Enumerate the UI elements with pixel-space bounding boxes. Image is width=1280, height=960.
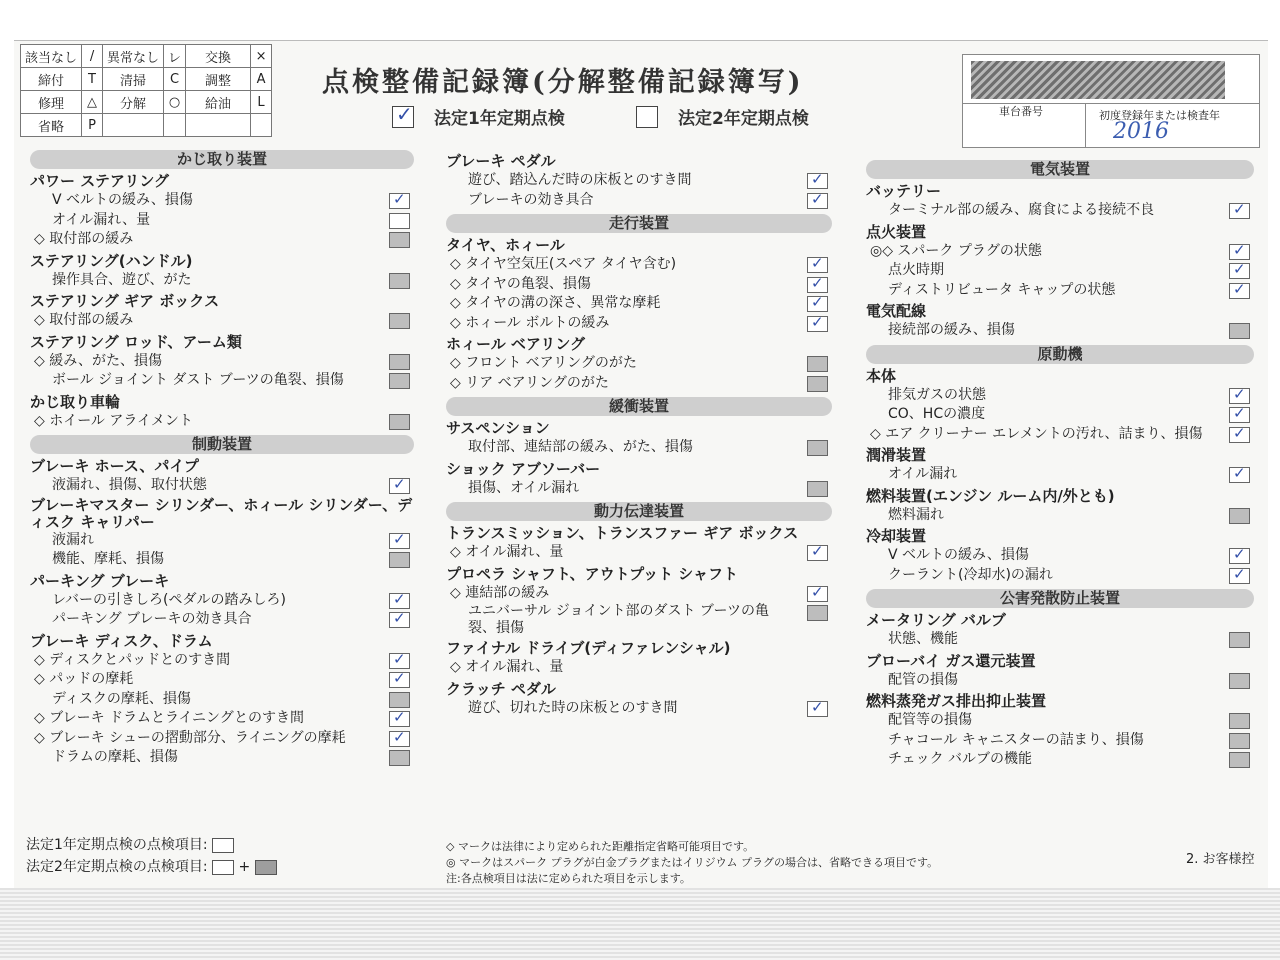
check-item-checkbox[interactable]: [807, 545, 828, 561]
legend-table: [20, 44, 272, 137]
check-item-checkbox[interactable]: [807, 257, 828, 273]
annual1-items-legend: [26, 834, 234, 854]
check-item: [30, 531, 414, 551]
legend-row: [21, 114, 272, 137]
group-heading: 冷却装置: [866, 527, 927, 545]
legend-term: 締付: [21, 68, 82, 91]
check-item-checkbox[interactable]: [1229, 263, 1250, 279]
check-item: [30, 371, 414, 391]
check-item-label: ディストリビュータ キャップの状態: [888, 281, 1116, 298]
check-item: [30, 271, 414, 291]
check-item: [30, 230, 414, 250]
annual1-items-label: 法定1年定期点検の点検項目:: [26, 837, 208, 853]
group-heading: ショック アブソーバー: [446, 459, 601, 478]
plain-box-sample: [212, 838, 234, 853]
check-item-label: ターミナル部の緩み、腐食による接続不良: [888, 202, 1155, 218]
check-item: [30, 211, 414, 231]
check-item-label: ◇ 連結部の緩み: [450, 584, 550, 601]
legend-symbol: [251, 114, 272, 137]
plus-sign: +: [238, 859, 251, 875]
section-header: 走行装置: [446, 214, 832, 233]
check-item-label: 液漏れ: [52, 531, 94, 548]
check-item-checkbox[interactable]: [389, 593, 410, 609]
group-heading: ホィール ベアリング: [446, 335, 586, 353]
check-item: [30, 191, 414, 211]
check-item-checkbox[interactable]: [389, 232, 410, 248]
check-item-checkbox[interactable]: [1229, 388, 1250, 404]
legend-symbol: T: [82, 68, 103, 91]
check-item-checkbox[interactable]: [1229, 508, 1250, 524]
check-item-checkbox[interactable]: [807, 481, 828, 497]
check-item: [30, 311, 414, 331]
check-item-checkbox[interactable]: [807, 277, 828, 293]
legend-term: 給油: [186, 91, 251, 114]
check-item-label: ボール ジョイント ダスト ブーツの亀裂、損傷: [52, 372, 344, 388]
check-item-label: オイル漏れ: [888, 466, 958, 482]
check-item-checkbox[interactable]: [807, 296, 828, 312]
legend-symbol: P: [82, 114, 103, 137]
plain-box-sample: [212, 860, 234, 875]
check-item-label: 点火時期: [888, 262, 944, 278]
check-item-checkbox[interactable]: [807, 356, 828, 372]
check-item: [866, 242, 1254, 262]
check-item-label: オイル漏れ、量: [52, 211, 151, 228]
check-item: [866, 750, 1254, 770]
check-item-checkbox[interactable]: [389, 612, 410, 628]
redacted-plate: [971, 61, 1225, 99]
check-item-checkbox[interactable]: [1229, 752, 1250, 768]
annual2-label: 法定2年定期点検: [678, 109, 809, 129]
check-item: [866, 201, 1254, 221]
legend-row: [21, 91, 272, 114]
check-item-label: V ベルトの緩み、損傷: [888, 547, 1029, 563]
check-item-label: ◇ ブレーキ シューの摺動部分、ライニングの摩耗: [34, 729, 346, 746]
check-item: [446, 584, 832, 604]
annual1-checkbox[interactable]: ✓: [392, 106, 414, 128]
group-heading: サスペンション: [446, 419, 550, 437]
check-item-checkbox[interactable]: [1229, 467, 1250, 483]
check-item-label: ブレーキの効き具合: [468, 191, 594, 208]
check-item-label: ◇ タイヤの溝の深さ、異常な摩耗: [450, 295, 661, 311]
column-middle: [446, 150, 832, 718]
note-legal: 注:各点検項目は法に定められた項目を示します。: [446, 872, 691, 885]
check-item: [446, 543, 832, 563]
group-heading: 燃料装置(エンジン ルーム内/外とも): [866, 486, 1115, 505]
check-item-checkbox[interactable]: [389, 692, 410, 708]
check-item-checkbox[interactable]: [807, 193, 828, 209]
group-heading: プロペラ シャフト、アウトプット シャフト: [446, 564, 738, 583]
check-item-label: CO、HCの濃度: [888, 406, 986, 422]
check-item-label: ◇ パッドの摩耗: [34, 671, 134, 687]
check-item-label: クーラント(冷却水)の漏れ: [888, 566, 1053, 583]
check-item: [866, 711, 1254, 731]
check-item-label: ディスクの摩耗、損傷: [52, 690, 191, 707]
check-item-checkbox[interactable]: [389, 313, 410, 329]
check-item-checkbox[interactable]: [389, 373, 410, 389]
check-item-checkbox[interactable]: [807, 173, 828, 189]
check-item-label: 遊び、踏込んだ時の床板とのすき間: [468, 172, 692, 188]
check-item-checkbox[interactable]: [1229, 244, 1250, 260]
group-heading: ブローバイ ガス還元装置: [866, 651, 1036, 670]
check-item: [446, 479, 832, 499]
check-item: [446, 374, 832, 394]
check-item-checkbox[interactable]: [389, 653, 410, 669]
customer-copy-label: 2. お客様控: [1186, 852, 1255, 867]
check-item-label: ◇ オイル漏れ、量: [450, 544, 564, 560]
check-item: [446, 658, 832, 678]
check-item-label: ◇ 取付部の緩み: [34, 312, 134, 328]
check-item-label: チェック バルブの機能: [888, 751, 1033, 767]
check-item-label: 機能、摩耗、損傷: [52, 551, 164, 567]
check-item-label: ◇ 緩み、がた、損傷: [34, 352, 163, 369]
check-item-checkbox[interactable]: [389, 273, 410, 289]
check-item: [866, 506, 1254, 526]
section-header: 公害発散防止装置: [866, 589, 1254, 608]
check-item-checkbox[interactable]: [807, 605, 828, 621]
check-item: [866, 630, 1254, 650]
group-heading: ブレーキ ホース、パイプ: [30, 457, 199, 475]
check-item-label: ◇ フロント ベアリングのがた: [450, 355, 637, 371]
check-item-label: 遊び、切れた時の床板とのすき間: [468, 699, 678, 716]
check-item: [446, 438, 832, 458]
legend-symbol: /: [82, 45, 103, 68]
check-item-checkbox[interactable]: [807, 316, 828, 332]
check-item-checkbox[interactable]: [1229, 203, 1250, 219]
check-item-checkbox[interactable]: [1229, 733, 1250, 749]
legend-term: [186, 114, 251, 137]
check-item-label: 取付部、連結部の緩み、がた、損傷: [468, 439, 693, 455]
group-heading: 潤滑装置: [866, 446, 927, 464]
group-heading: かじ取り車輪: [30, 392, 121, 411]
note-diamond: ◇ マークは法律により定められた距離指定省略可能項目です。: [446, 840, 755, 853]
check-item-checkbox[interactable]: [389, 414, 410, 430]
group-heading: 本体: [866, 366, 897, 385]
registration-box: [962, 54, 1260, 148]
check-item-checkbox[interactable]: [1229, 632, 1250, 648]
check-item: [30, 670, 414, 690]
section-header: 緩衝装置: [446, 397, 832, 416]
check-item-label: ◇ ディスクとパッドとのすき間: [34, 651, 231, 668]
group-heading: ブレーキ ペダル: [446, 152, 556, 170]
check-item: [446, 603, 832, 637]
check-item-checkbox[interactable]: [807, 586, 828, 602]
group-heading: パワー ステアリング: [30, 172, 170, 190]
check-item-checkbox[interactable]: [389, 533, 410, 549]
check-item: [446, 275, 832, 295]
legend-term: 清掃: [103, 68, 164, 91]
legend-term: 調整: [186, 68, 251, 91]
check-item-checkbox[interactable]: [389, 213, 410, 229]
registration-year: 2016: [1113, 119, 1169, 144]
check-item-label: ◇ ホイール アライメント: [34, 412, 193, 429]
legend-term: 交換: [186, 45, 251, 68]
check-item-checkbox[interactable]: [1229, 548, 1250, 564]
group-heading: クラッチ ペダル: [446, 679, 556, 698]
check-item-checkbox[interactable]: [389, 354, 410, 370]
check-item-checkbox[interactable]: [389, 193, 410, 209]
check-item-label: ◇ オイル漏れ、量: [450, 659, 564, 675]
group-heading: 燃料蒸発ガス排出抑止装置: [866, 692, 1047, 710]
check-item-checkbox[interactable]: [807, 376, 828, 392]
check-item: [446, 699, 832, 719]
check-item: [446, 294, 832, 314]
page-stack-edge: [0, 888, 1280, 960]
group-heading: パーキング ブレーキ: [30, 571, 170, 590]
check-item-checkbox[interactable]: [389, 672, 410, 688]
check-item: [866, 405, 1254, 425]
check-item: [866, 546, 1254, 566]
group-heading: バッテリー: [866, 182, 942, 200]
legend-term: 省略: [21, 114, 82, 137]
check-item: [866, 566, 1254, 586]
check-item-label: 操作具合、遊び、がた: [52, 271, 192, 288]
check-item: [30, 591, 414, 611]
check-item: [866, 321, 1254, 341]
check-item: [30, 412, 414, 432]
check-item: [866, 671, 1254, 691]
check-item: [446, 314, 832, 334]
legend-symbol: [164, 114, 186, 137]
check-item-label: 液漏れ、損傷、取付状態: [52, 477, 207, 493]
legend-term: 分解: [103, 91, 164, 114]
check-item: [30, 748, 414, 768]
check-item: [866, 261, 1254, 281]
check-item-label: ◇ 取付部の緩み: [34, 231, 134, 247]
column-right: [866, 156, 1254, 770]
check-item-label: ◇ タイヤ空気圧(スペア タイヤ含む): [450, 256, 677, 272]
note-double-circle: ◎ マークはスパーク プラグが白金プラグまたはイリジウム プラグの場合は、省略できる項目です。: [446, 856, 939, 869]
legend-term: 修理: [21, 91, 82, 114]
legend-symbol: △: [82, 91, 103, 114]
check-item: [446, 191, 832, 211]
group-heading: ブレーキマスター シリンダー、ホィール シリンダー、ディスク キャリパー: [30, 495, 413, 531]
check-item: [446, 354, 832, 374]
check-item-label: 状態、機能: [888, 631, 958, 647]
check-item: [866, 281, 1254, 301]
legend-row: [21, 68, 272, 91]
legend-term: 異常なし: [103, 45, 164, 68]
section-header: 制動装置: [30, 435, 414, 454]
check-item: [866, 731, 1254, 751]
legend-symbol: ×: [251, 45, 272, 68]
check-item: [30, 709, 414, 729]
check-item-label: レバーの引きしろ(ペダルの踏みしろ): [52, 591, 286, 608]
section-header: 電気装置: [866, 160, 1254, 179]
check-item-label: 配管等の損傷: [888, 712, 972, 728]
check-item-checkbox[interactable]: [389, 750, 410, 766]
annual2-option[interactable]: [636, 104, 809, 129]
group-heading: 電気配線: [866, 302, 927, 320]
group-heading: ステアリング ギア ボックス: [30, 292, 220, 310]
year-label: 初度登録年または検査年: [1099, 109, 1220, 122]
legend-symbol: ○: [164, 91, 186, 114]
check-item-label: ◇ ホィール ボルトの緩み: [450, 314, 610, 331]
check-item: [866, 465, 1254, 485]
section-header: 原動機: [866, 345, 1254, 364]
check-item-checkbox[interactable]: [1229, 427, 1250, 443]
check-item-label: 排気ガスの状態: [888, 386, 986, 403]
check-item-label: ◇ タイヤの亀裂、損傷: [450, 275, 591, 292]
check-item-label: 損傷、オイル漏れ: [468, 479, 580, 496]
section-header: 動力伝達装置: [446, 502, 832, 521]
page-title: 点検整備記録簿(分解整備記録簿写): [322, 67, 804, 98]
check-item-label: パーキング ブレーキの効き具合: [52, 611, 252, 627]
check-item-label: ◇ リア ベアリングのがた: [450, 374, 609, 391]
legend-term: 該当なし: [21, 45, 82, 68]
check-item: [30, 651, 414, 671]
annual2-items-legend: [26, 856, 277, 876]
check-item: [446, 255, 832, 275]
plate-label: 車台番号: [999, 105, 1043, 118]
check-item-checkbox[interactable]: [389, 552, 410, 568]
annual2-items-label: 法定2年定期点検の点検項目:: [26, 859, 208, 875]
check-item-checkbox[interactable]: [1229, 713, 1250, 729]
check-item-label: ◇ エア クリーナー エレメントの汚れ、詰まり、損傷: [870, 425, 1203, 442]
check-item: [30, 550, 414, 570]
check-item-label: 接続部の緩み、損傷: [888, 322, 1015, 338]
check-item-label: V ベルトの緩み、損傷: [52, 192, 193, 208]
group-heading: ステアリング ロッド、アーム類: [30, 332, 242, 351]
check-item: [866, 386, 1254, 406]
check-item-checkbox[interactable]: [1229, 283, 1250, 299]
check-item-label: ◎◇ スパーク プラグの状態: [870, 242, 1042, 259]
check-item-checkbox[interactable]: [807, 701, 828, 717]
check-item-label: ドラムの摩耗、損傷: [52, 749, 178, 765]
check-item: [866, 425, 1254, 445]
group-heading: タイヤ、ホィール: [446, 236, 565, 254]
check-item-label: 配管の損傷: [888, 671, 958, 688]
check-item-checkbox[interactable]: [807, 440, 828, 456]
group-heading: ファイナル ドライブ(ディファレンシャル): [446, 639, 731, 657]
shaded-box-sample: [255, 860, 277, 875]
annual2-checkbox[interactable]: [636, 106, 658, 128]
check-item-checkbox[interactable]: [389, 731, 410, 747]
check-item: [30, 729, 414, 749]
check-item-checkbox[interactable]: [389, 711, 410, 727]
legend-symbol: A: [251, 68, 272, 91]
legend-symbol: L: [251, 91, 272, 114]
legend-row: [21, 45, 272, 68]
column-left: [30, 146, 414, 768]
legend-term: [103, 114, 164, 137]
check-item: [30, 690, 414, 710]
check-item: [30, 352, 414, 372]
group-heading: 点火装置: [866, 222, 927, 241]
group-heading: メータリング バルブ: [866, 611, 1006, 629]
check-item: [30, 610, 414, 630]
check-item-label: ◇ ブレーキ ドラムとライニングとのすき間: [34, 710, 304, 726]
check-item: [446, 171, 832, 191]
group-heading: ブレーキ ディスク、ドラム: [30, 631, 213, 650]
check-item-checkbox[interactable]: [1229, 673, 1250, 689]
check-item-checkbox[interactable]: [1229, 568, 1250, 584]
check-item-label: チャコール キャニスターの詰まり、損傷: [888, 731, 1144, 748]
group-heading: トランスミッション、トランスファー ギア ボックス: [446, 524, 799, 542]
group-heading: ステアリング(ハンドル): [30, 251, 193, 270]
check-item: [30, 476, 414, 496]
annual1-label: 法定1年定期点検: [434, 109, 565, 129]
check-item-checkbox[interactable]: [1229, 323, 1250, 339]
legend-symbol: レ: [164, 45, 186, 68]
check-item-checkbox[interactable]: [1229, 407, 1250, 423]
check-item-label: ユニバーサル ジョイント部のダスト ブーツの亀裂、損傷: [468, 603, 769, 636]
section-header: かじ取り装置: [30, 150, 414, 169]
check-item-label: 燃料漏れ: [888, 506, 944, 523]
check-item-checkbox[interactable]: [389, 478, 410, 494]
annual1-option[interactable]: [392, 101, 565, 129]
legend-symbol: C: [164, 68, 186, 91]
